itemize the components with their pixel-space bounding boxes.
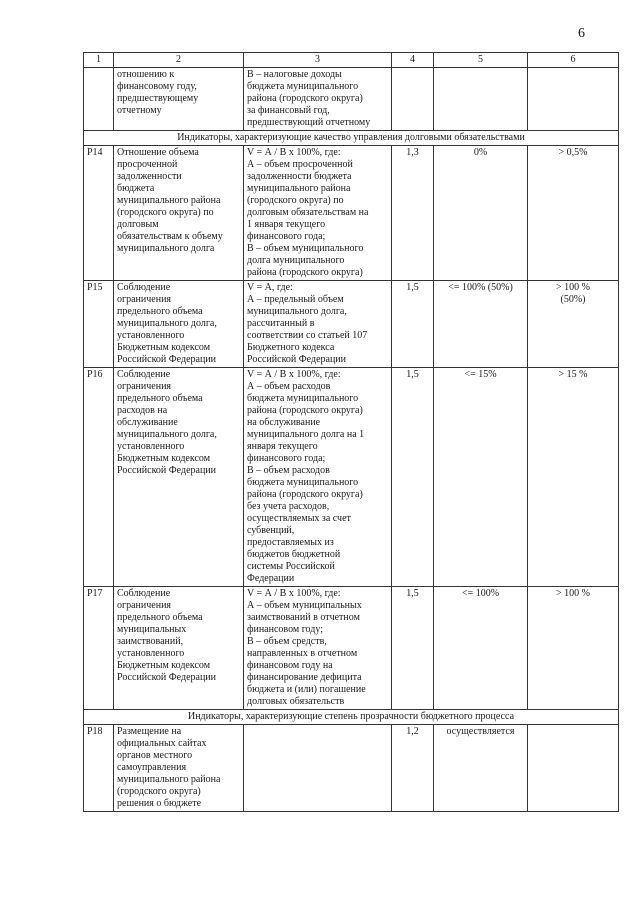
threshold-cell: > 100 % bbox=[528, 587, 619, 710]
section-heading-row bbox=[84, 131, 619, 146]
indicator-name: Размещение на официальных сайтах органов местного самоуправления муниципального района (городского округа) решения о бюджете bbox=[114, 725, 244, 812]
table-row bbox=[84, 368, 619, 587]
target-cell bbox=[434, 68, 528, 131]
indicator-name: отношению к финансовому году, предшествующему отчетному bbox=[114, 68, 244, 131]
formula-cell: V = А / В х 100%, где: А – объем муниципальных заимствований в отчетном финансовом году; В – объем средств, направленных в отчетном финансовом году на финансирование дефицита бюджета и (или) погашение долговых обязательств bbox=[244, 587, 392, 710]
weight-cell bbox=[392, 68, 434, 131]
section-heading: Индикаторы, характеризующие степень прозрачности бюджетного процесса bbox=[84, 710, 619, 725]
indicator-name: Соблюдение ограничения предельного объема муниципальных заимствований, установленного Бюджетным кодексом Российской Федерации bbox=[114, 587, 244, 710]
weight-cell: 1,5 bbox=[392, 281, 434, 368]
code-cell: Р14 bbox=[84, 146, 114, 281]
target-cell: <= 100% (50%) bbox=[434, 281, 528, 368]
weight-cell: 1,3 bbox=[392, 146, 434, 281]
table-row bbox=[84, 146, 619, 281]
header-cell: 1 bbox=[84, 53, 114, 68]
code-cell: Р17 bbox=[84, 587, 114, 710]
header-cell: 3 bbox=[244, 53, 392, 68]
table-row bbox=[84, 725, 619, 812]
header-cell: 5 bbox=[434, 53, 528, 68]
code-cell bbox=[84, 68, 114, 131]
threshold-cell bbox=[528, 68, 619, 131]
target-cell: осуществляется bbox=[434, 725, 528, 812]
header-cell: 2 bbox=[114, 53, 244, 68]
indicators-table bbox=[83, 52, 619, 812]
target-cell: 0% bbox=[434, 146, 528, 281]
code-cell: Р15 bbox=[84, 281, 114, 368]
weight-cell: 1,5 bbox=[392, 368, 434, 587]
page-number: 6 bbox=[578, 26, 585, 41]
continuation-row bbox=[84, 68, 619, 131]
formula-cell: В – налоговые доходы бюджета муниципального района (городского округа) за финансовый год, предшествующий отчетному bbox=[244, 68, 392, 131]
weight-cell: 1,2 bbox=[392, 725, 434, 812]
target-cell: <= 15% bbox=[434, 368, 528, 587]
table-row bbox=[84, 281, 619, 368]
weight-cell: 1,5 bbox=[392, 587, 434, 710]
section-heading-row bbox=[84, 710, 619, 725]
indicator-name: Отношение объема просроченной задолженности бюджета муниципального района (городского округа) по долговым обязательствам к объему муниципального долга bbox=[114, 146, 244, 281]
threshold-cell bbox=[528, 725, 619, 812]
threshold-cell: > 100 % (50%) bbox=[528, 281, 619, 368]
code-cell: Р18 bbox=[84, 725, 114, 812]
header-row bbox=[84, 53, 619, 68]
target-cell: <= 100% bbox=[434, 587, 528, 710]
formula-cell: V = А / В х 100%, где: А – объем просроченной задолженности бюджета муниципального района (городского округа) по долговым обязательствам на 1 января текущего финансового года; В – объем муниципального долга муниципального района (городского округа) bbox=[244, 146, 392, 281]
code-cell: Р16 bbox=[84, 368, 114, 587]
threshold-cell: > 0,5% bbox=[528, 146, 619, 281]
indicator-name: Соблюдение ограничения предельного объема муниципального долга, установленного Бюджетным кодексом Российской Федерации bbox=[114, 281, 244, 368]
header-cell: 6 bbox=[528, 53, 619, 68]
formula-cell: V = А / В х 100%, где: А – объем расходов бюджета муниципального района (городского округа) на обслуживание муниципального долга на 1 января текущего финансового года; В – объем расходов бюджета муниципального района (городского округа) без учета расходов, осуществляемых за счет субвенций, предоставляемых из бюджетов бюджетной системы Российской Федерации bbox=[244, 368, 392, 587]
formula-cell bbox=[244, 725, 392, 812]
indicator-name: Соблюдение ограничения предельного объема расходов на обслуживание муниципального долга, установленного Бюджетным кодексом Российской Федерации bbox=[114, 368, 244, 587]
formula-cell: V = А, где: А – предельный объем муниципального долга, рассчитанный в соответствии со статьей 107 Бюджетного кодекса Российской Федерации bbox=[244, 281, 392, 368]
header-cell: 4 bbox=[392, 53, 434, 68]
threshold-cell: > 15 % bbox=[528, 368, 619, 587]
section-heading: Индикаторы, характеризующие качество управления долговыми обязательствами bbox=[84, 131, 619, 146]
table-row bbox=[84, 587, 619, 710]
